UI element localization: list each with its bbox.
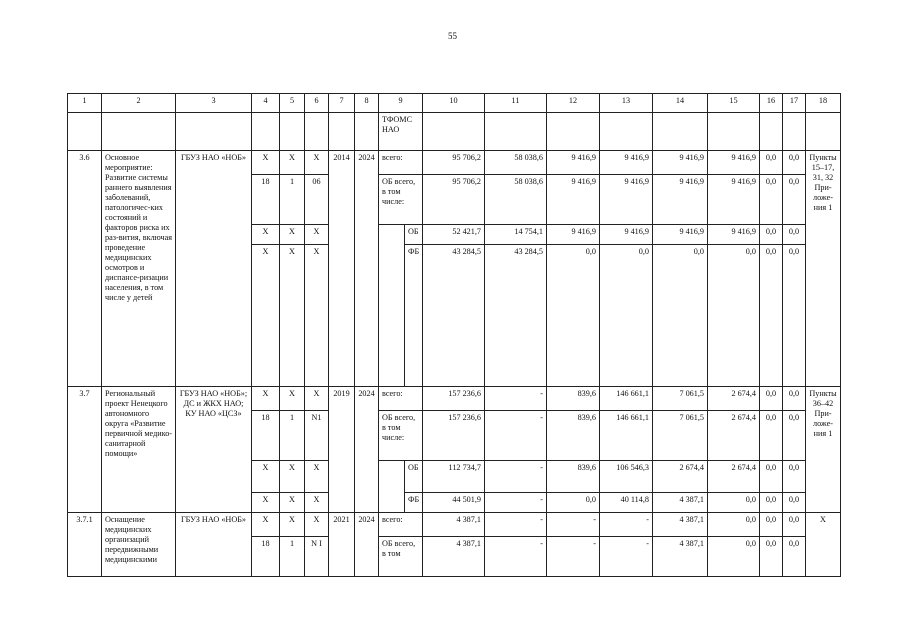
- amount-cell: -: [485, 513, 547, 537]
- header-cell: 16: [760, 94, 783, 113]
- amount-cell: 0,0: [760, 387, 783, 411]
- header-cell: 13: [600, 94, 653, 113]
- amount-cell: -: [547, 537, 600, 577]
- amount-cell: 0,0: [783, 175, 806, 225]
- code-cell: Х: [252, 225, 280, 245]
- code-cell: Х: [252, 461, 280, 493]
- amount-cell: -: [485, 493, 547, 513]
- code-cell: 1: [280, 411, 305, 461]
- amount-cell: 839,6: [547, 411, 600, 461]
- code-cell: Х: [280, 151, 305, 175]
- continuation-row: [68, 113, 841, 151]
- amount-cell: 0,0: [653, 245, 708, 387]
- code-cell: 18: [252, 175, 280, 225]
- header-cell: 14: [653, 94, 708, 113]
- amount-cell: 0,0: [708, 537, 760, 577]
- note-cell: Х: [806, 513, 841, 577]
- amount-cell: 2 674,4: [708, 411, 760, 461]
- item-name: Региональный проект Ненецкого автономного округа «Развитие первичной медико-санитарной помощи»: [102, 387, 176, 513]
- code-cell: Х: [305, 151, 329, 175]
- amount-cell: 0,0: [783, 245, 806, 387]
- amount-cell: -: [485, 461, 547, 493]
- amount-cell: 0,0: [547, 493, 600, 513]
- amount-cell: -: [485, 411, 547, 461]
- source-label: ОБ всего, в том числе:: [379, 175, 423, 225]
- amount-cell: 58 038,6: [485, 151, 547, 175]
- amount-cell: 9 416,9: [547, 151, 600, 175]
- amount-cell: 0,0: [760, 537, 783, 577]
- amount-cell: 0,0: [708, 245, 760, 387]
- amount-cell: 0,0: [760, 513, 783, 537]
- amount-cell: 4 387,1: [423, 513, 485, 537]
- source-indent: [379, 461, 405, 513]
- tfoms-label: ТФОМС НАО: [379, 113, 423, 151]
- source-label: ОБ всего, в том числе:: [379, 411, 423, 461]
- amount-cell: 0,0: [783, 461, 806, 493]
- code-cell: Х: [305, 387, 329, 411]
- amount-cell: 2 674,4: [708, 461, 760, 493]
- code-cell: Х: [305, 513, 329, 537]
- header-cell: 18: [806, 94, 841, 113]
- header-cell: 4: [252, 94, 280, 113]
- amount-cell: 146 661,1: [600, 411, 653, 461]
- amount-cell: 0,0: [760, 461, 783, 493]
- amount-cell: 7 061,5: [653, 387, 708, 411]
- amount-cell: 9 416,9: [600, 175, 653, 225]
- amount-cell: 9 416,9: [708, 225, 760, 245]
- code-cell: Х: [252, 387, 280, 411]
- code-cell: Х: [280, 493, 305, 513]
- amount-cell: 0,0: [760, 411, 783, 461]
- header-cell: 10: [423, 94, 485, 113]
- source-label: ФБ: [405, 493, 423, 513]
- note-cell: Пункты 15–17, 31, 32 При-ложе-ния 1: [806, 151, 841, 387]
- code-cell: Х: [252, 513, 280, 537]
- amount-cell: 0,0: [760, 151, 783, 175]
- amount-cell: 4 387,1: [653, 513, 708, 537]
- header-cell: 6: [305, 94, 329, 113]
- code-cell: Х: [252, 493, 280, 513]
- code-cell: Х: [305, 225, 329, 245]
- source-label: всего:: [379, 513, 423, 537]
- code-cell: Х: [305, 245, 329, 387]
- header-cell: 3: [176, 94, 252, 113]
- amount-cell: 0,0: [760, 225, 783, 245]
- amount-cell: 2 674,4: [708, 387, 760, 411]
- amount-cell: 9 416,9: [547, 225, 600, 245]
- amount-cell: -: [600, 537, 653, 577]
- header-cell: 1: [68, 94, 102, 113]
- amount-cell: 839,6: [547, 461, 600, 493]
- amount-cell: 4 387,1: [653, 493, 708, 513]
- source-label: всего:: [379, 151, 423, 175]
- amount-cell: 9 416,9: [708, 175, 760, 225]
- code-cell: 18: [252, 411, 280, 461]
- item-number: 3.7.1: [68, 513, 102, 577]
- code-cell: 1: [280, 175, 305, 225]
- code-cell: Х: [280, 245, 305, 387]
- header-cell: 5: [280, 94, 305, 113]
- executor: ГБУЗ НАО «НОБ»; ДС и ЖКХ НАО; КУ НАО «ЦСЗ»: [176, 387, 252, 513]
- amount-cell: 0,0: [783, 411, 806, 461]
- amount-cell: -: [485, 537, 547, 577]
- header-cell: 17: [783, 94, 806, 113]
- table-row: [68, 513, 841, 537]
- start-year: 2021: [329, 513, 355, 577]
- executor: ГБУЗ НАО «НОБ»: [176, 151, 252, 387]
- amount-cell: 157 236,6: [423, 387, 485, 411]
- amount-cell: 43 284,5: [423, 245, 485, 387]
- header-cell: 2: [102, 94, 176, 113]
- page-number: 55: [448, 31, 457, 41]
- amount-cell: 0,0: [547, 245, 600, 387]
- amount-cell: 0,0: [600, 245, 653, 387]
- table-row: [68, 151, 841, 175]
- code-cell: Х: [280, 225, 305, 245]
- end-year: 2024: [355, 513, 379, 577]
- amount-cell: 157 236,6: [423, 411, 485, 461]
- code-cell: Х: [280, 461, 305, 493]
- amount-cell: 112 734,7: [423, 461, 485, 493]
- amount-cell: 4 387,1: [423, 537, 485, 577]
- source-label: ОБ: [405, 461, 423, 493]
- amount-cell: -: [600, 513, 653, 537]
- note-cell: Пункты 36–42 При-ложе-ния 1: [806, 387, 841, 513]
- header-cell: 15: [708, 94, 760, 113]
- amount-cell: 52 421,7: [423, 225, 485, 245]
- amount-cell: 9 416,9: [653, 225, 708, 245]
- amount-cell: 0,0: [783, 225, 806, 245]
- code-cell: Х: [280, 513, 305, 537]
- code-cell: 18: [252, 537, 280, 577]
- header-row: [68, 94, 841, 113]
- source-label: ФБ: [405, 245, 423, 387]
- code-cell: Х: [280, 387, 305, 411]
- amount-cell: 9 416,9: [600, 225, 653, 245]
- amount-cell: 2 674,4: [653, 461, 708, 493]
- amount-cell: 146 661,1: [600, 387, 653, 411]
- amount-cell: 0,0: [783, 493, 806, 513]
- code-cell: 1: [280, 537, 305, 577]
- amount-cell: 839,6: [547, 387, 600, 411]
- amount-cell: 9 416,9: [708, 151, 760, 175]
- item-name: Основное мероприятие: Развитие системы раннего выявления заболеваний, патологичес-ких состояний и факторов риска их раз-вития, включая проведение медицинских осмотров и диспансе-ризации населения, в том числе у детей: [102, 151, 176, 387]
- amount-cell: 0,0: [760, 175, 783, 225]
- amount-cell: 9 416,9: [547, 175, 600, 225]
- amount-cell: 9 416,9: [653, 175, 708, 225]
- amount-cell: 43 284,5: [485, 245, 547, 387]
- amount-cell: 0,0: [783, 513, 806, 537]
- source-label: ОБ: [405, 225, 423, 245]
- source-indent: [379, 225, 405, 387]
- item-name: Оснащение медицинских организаций передвижными медицинскими: [102, 513, 176, 577]
- amount-cell: -: [547, 513, 600, 537]
- amount-cell: 95 706,2: [423, 151, 485, 175]
- header-cell: 9: [379, 94, 423, 113]
- amount-cell: 0,0: [708, 513, 760, 537]
- source-label: всего:: [379, 387, 423, 411]
- amount-cell: 0,0: [783, 151, 806, 175]
- amount-cell: 0,0: [760, 245, 783, 387]
- header-cell: 7: [329, 94, 355, 113]
- source-label: ОБ всего, в том: [379, 537, 423, 577]
- code-cell: N1: [305, 411, 329, 461]
- budget-table: [67, 93, 841, 577]
- amount-cell: 0,0: [760, 493, 783, 513]
- amount-cell: 14 754,1: [485, 225, 547, 245]
- header-cell: 11: [485, 94, 547, 113]
- code-cell: Х: [305, 493, 329, 513]
- amount-cell: 58 038,6: [485, 175, 547, 225]
- code-cell: N I: [305, 537, 329, 577]
- end-year: 2024: [355, 151, 379, 387]
- start-year: 2019: [329, 387, 355, 513]
- end-year: 2024: [355, 387, 379, 513]
- item-number: 3.7: [68, 387, 102, 513]
- start-year: 2014: [329, 151, 355, 387]
- item-number: 3.6: [68, 151, 102, 387]
- code-cell: Х: [252, 151, 280, 175]
- table-row: [68, 387, 841, 411]
- header-cell: 8: [355, 94, 379, 113]
- amount-cell: -: [485, 387, 547, 411]
- amount-cell: 0,0: [783, 537, 806, 577]
- amount-cell: 7 061,5: [653, 411, 708, 461]
- amount-cell: 106 546,3: [600, 461, 653, 493]
- amount-cell: 0,0: [708, 493, 760, 513]
- code-cell: 06: [305, 175, 329, 225]
- code-cell: Х: [305, 461, 329, 493]
- amount-cell: 9 416,9: [600, 151, 653, 175]
- executor: ГБУЗ НАО «НОБ»: [176, 513, 252, 577]
- amount-cell: 9 416,9: [653, 151, 708, 175]
- amount-cell: 4 387,1: [653, 537, 708, 577]
- code-cell: Х: [252, 245, 280, 387]
- amount-cell: 0,0: [783, 387, 806, 411]
- amount-cell: 40 114,8: [600, 493, 653, 513]
- header-cell: 12: [547, 94, 600, 113]
- amount-cell: 44 501,9: [423, 493, 485, 513]
- amount-cell: 95 706,2: [423, 175, 485, 225]
